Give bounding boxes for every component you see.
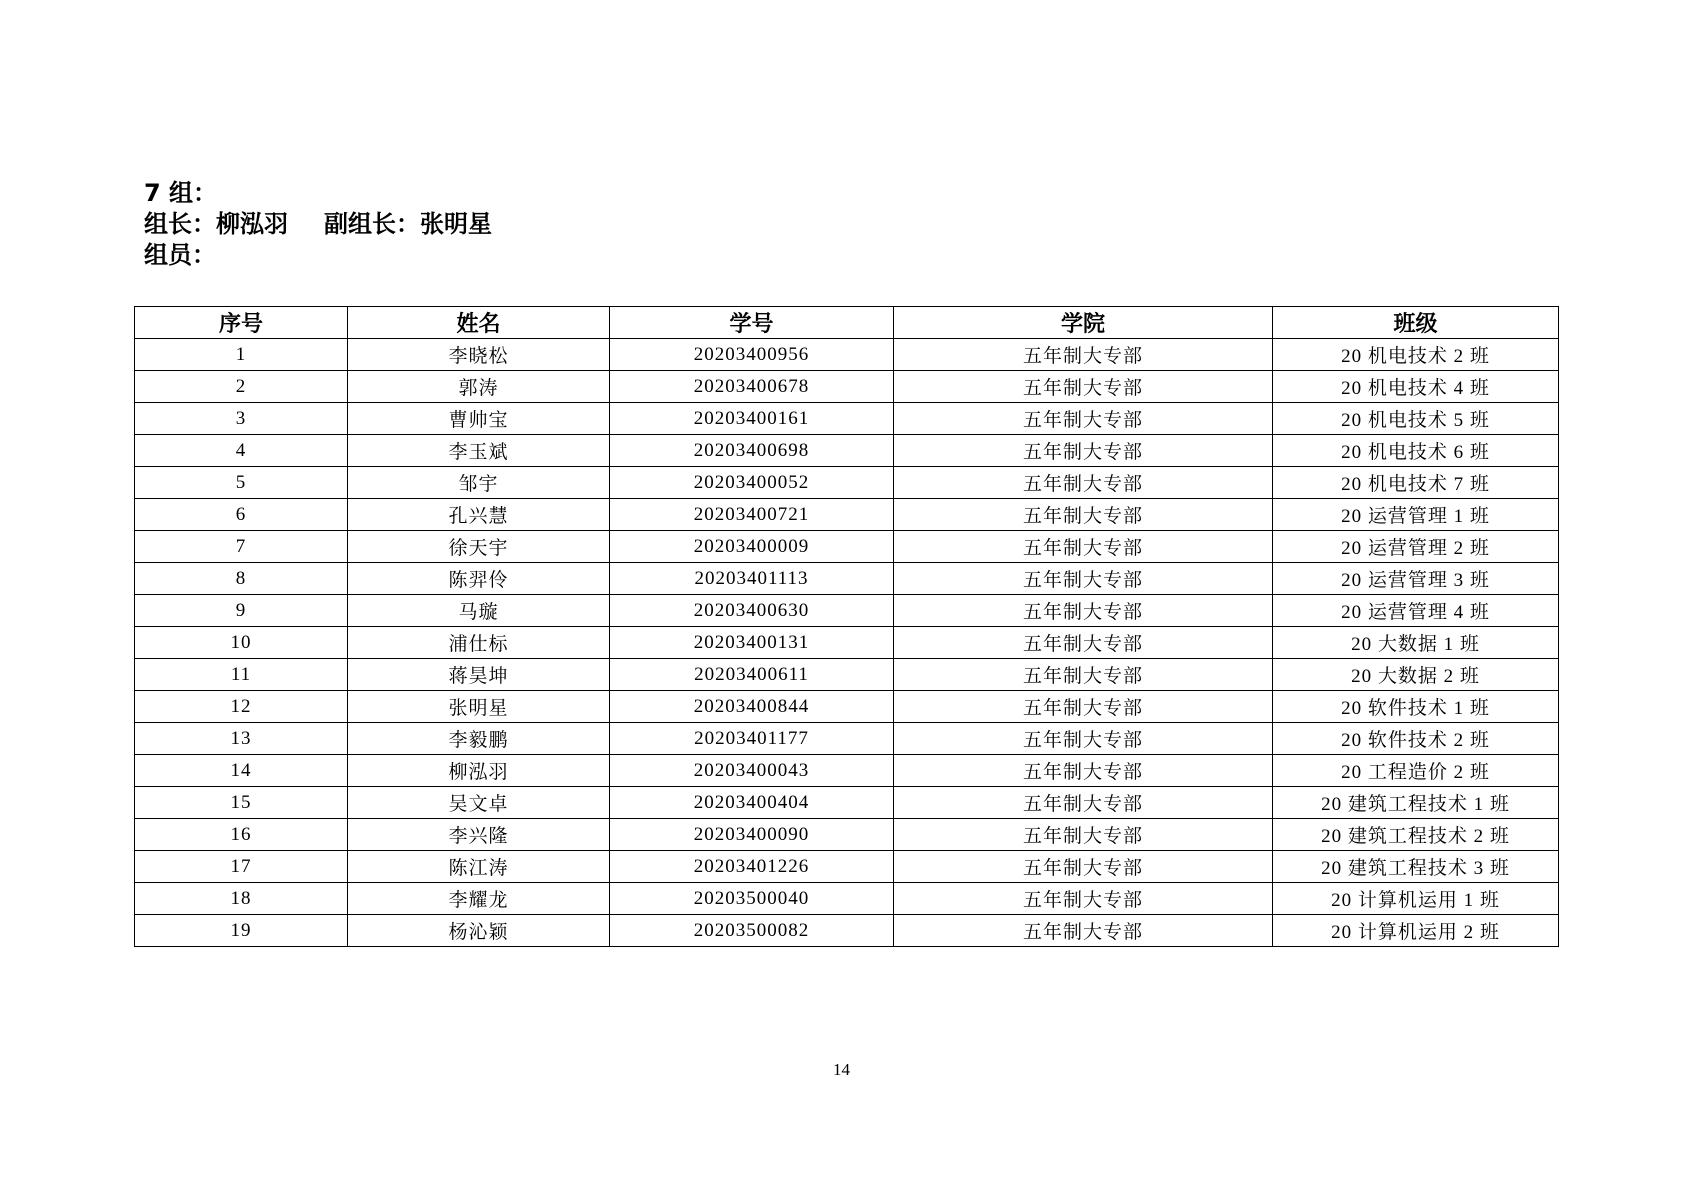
table-row xyxy=(135,531,1559,563)
cell-name: 徐天宇 xyxy=(348,531,610,563)
leader-name: 柳泓羽 xyxy=(216,210,288,238)
cell-college: 五年制大专部 xyxy=(894,787,1273,819)
table-row xyxy=(135,595,1559,627)
header-class: 班级 xyxy=(1273,307,1559,339)
cell-student-id: 20203400161 xyxy=(610,403,894,435)
cell-name: 曹帅宝 xyxy=(348,403,610,435)
deputy-label: 副组长： xyxy=(324,210,420,238)
cell-college: 五年制大专部 xyxy=(894,723,1273,755)
cell-student-id: 20203400721 xyxy=(610,499,894,531)
cell-college: 五年制大专部 xyxy=(894,595,1273,627)
cell-college: 五年制大专部 xyxy=(894,883,1273,915)
cell-student-id: 20203500082 xyxy=(610,915,894,947)
cell-student-id: 20203401113 xyxy=(610,563,894,595)
cell-name: 郭涛 xyxy=(348,371,610,403)
cell-class: 20 计算机运用 2 班 xyxy=(1273,915,1559,947)
leaders-line xyxy=(144,209,492,240)
cell-index: 2 xyxy=(135,371,348,403)
table-row xyxy=(135,787,1559,819)
table-row xyxy=(135,915,1559,947)
table-row xyxy=(135,435,1559,467)
header-index: 序号 xyxy=(135,307,348,339)
cell-student-id: 20203500040 xyxy=(610,883,894,915)
cell-class: 20 运营管理 4 班 xyxy=(1273,595,1559,627)
cell-college: 五年制大专部 xyxy=(894,915,1273,947)
table-row xyxy=(135,627,1559,659)
cell-class: 20 建筑工程技术 3 班 xyxy=(1273,851,1559,883)
cell-index: 12 xyxy=(135,691,348,723)
cell-name: 李玉斌 xyxy=(348,435,610,467)
cell-college: 五年制大专部 xyxy=(894,563,1273,595)
cell-class: 20 运营管理 2 班 xyxy=(1273,531,1559,563)
cell-college: 五年制大专部 xyxy=(894,403,1273,435)
table-row xyxy=(135,755,1559,787)
member-table xyxy=(134,306,1559,947)
cell-name: 蒋昊坤 xyxy=(348,659,610,691)
cell-index: 6 xyxy=(135,499,348,531)
cell-class: 20 软件技术 2 班 xyxy=(1273,723,1559,755)
cell-class: 20 大数据 1 班 xyxy=(1273,627,1559,659)
table-row xyxy=(135,467,1559,499)
cell-name: 柳泓羽 xyxy=(348,755,610,787)
cell-name: 浦仕标 xyxy=(348,627,610,659)
cell-college: 五年制大专部 xyxy=(894,691,1273,723)
cell-name: 邹宇 xyxy=(348,467,610,499)
table-row xyxy=(135,851,1559,883)
cell-class: 20 机电技术 6 班 xyxy=(1273,435,1559,467)
cell-student-id: 20203400009 xyxy=(610,531,894,563)
cell-class: 20 工程造价 2 班 xyxy=(1273,755,1559,787)
group-title: 7 组： xyxy=(144,179,218,207)
cell-college: 五年制大专部 xyxy=(894,339,1273,371)
cell-name: 李兴隆 xyxy=(348,819,610,851)
cell-student-id: 20203400611 xyxy=(610,659,894,691)
cell-index: 3 xyxy=(135,403,348,435)
cell-index: 10 xyxy=(135,627,348,659)
cell-student-id: 20203400844 xyxy=(610,691,894,723)
cell-index: 7 xyxy=(135,531,348,563)
cell-index: 14 xyxy=(135,755,348,787)
cell-index: 11 xyxy=(135,659,348,691)
header-college: 学院 xyxy=(894,307,1273,339)
cell-class: 20 运营管理 3 班 xyxy=(1273,563,1559,595)
cell-class: 20 软件技术 1 班 xyxy=(1273,691,1559,723)
cell-name: 李晓松 xyxy=(348,339,610,371)
cell-student-id: 20203400043 xyxy=(610,755,894,787)
table-row xyxy=(135,403,1559,435)
page-number: 14 xyxy=(833,1060,850,1079)
table-row xyxy=(135,563,1559,595)
cell-name: 张明星 xyxy=(348,691,610,723)
cell-student-id: 20203400678 xyxy=(610,371,894,403)
cell-index: 19 xyxy=(135,915,348,947)
cell-index: 16 xyxy=(135,819,348,851)
cell-college: 五年制大专部 xyxy=(894,371,1273,403)
cell-college: 五年制大专部 xyxy=(894,435,1273,467)
members-label: 组员： xyxy=(144,241,216,269)
cell-college: 五年制大专部 xyxy=(894,755,1273,787)
cell-index: 13 xyxy=(135,723,348,755)
deputy-name: 张明星 xyxy=(420,210,492,238)
table-row xyxy=(135,659,1559,691)
cell-class: 20 大数据 2 班 xyxy=(1273,659,1559,691)
cell-name: 马璇 xyxy=(348,595,610,627)
table-row xyxy=(135,691,1559,723)
cell-index: 17 xyxy=(135,851,348,883)
table-row xyxy=(135,723,1559,755)
cell-class: 20 机电技术 4 班 xyxy=(1273,371,1559,403)
cell-class: 20 机电技术 5 班 xyxy=(1273,403,1559,435)
table-header-row xyxy=(135,307,1559,339)
table-row xyxy=(135,499,1559,531)
cell-class: 20 机电技术 7 班 xyxy=(1273,467,1559,499)
cell-name: 孔兴慧 xyxy=(348,499,610,531)
cell-college: 五年制大专部 xyxy=(894,819,1273,851)
header-name: 姓名 xyxy=(348,307,610,339)
cell-class: 20 机电技术 2 班 xyxy=(1273,339,1559,371)
cell-name: 杨沁颖 xyxy=(348,915,610,947)
cell-class: 20 运营管理 1 班 xyxy=(1273,499,1559,531)
cell-college: 五年制大专部 xyxy=(894,531,1273,563)
table-row xyxy=(135,339,1559,371)
group-header xyxy=(144,178,492,271)
cell-name: 陈羿伶 xyxy=(348,563,610,595)
cell-name: 李毅鹏 xyxy=(348,723,610,755)
table-row xyxy=(135,371,1559,403)
cell-name: 陈江涛 xyxy=(348,851,610,883)
cell-college: 五年制大专部 xyxy=(894,851,1273,883)
cell-index: 15 xyxy=(135,787,348,819)
cell-student-id: 20203400698 xyxy=(610,435,894,467)
cell-student-id: 20203401226 xyxy=(610,851,894,883)
cell-college: 五年制大专部 xyxy=(894,659,1273,691)
cell-student-id: 20203400956 xyxy=(610,339,894,371)
cell-college: 五年制大专部 xyxy=(894,467,1273,499)
cell-student-id: 20203400404 xyxy=(610,787,894,819)
table-row xyxy=(135,883,1559,915)
cell-student-id: 20203400131 xyxy=(610,627,894,659)
leader-label: 组长： xyxy=(144,210,216,238)
cell-class: 20 建筑工程技术 1 班 xyxy=(1273,787,1559,819)
cell-student-id: 20203400052 xyxy=(610,467,894,499)
cell-index: 4 xyxy=(135,435,348,467)
cell-college: 五年制大专部 xyxy=(894,499,1273,531)
table-body xyxy=(135,339,1559,947)
cell-index: 9 xyxy=(135,595,348,627)
table-row xyxy=(135,819,1559,851)
cell-class: 20 建筑工程技术 2 班 xyxy=(1273,819,1559,851)
cell-class: 20 计算机运用 1 班 xyxy=(1273,883,1559,915)
cell-index: 5 xyxy=(135,467,348,499)
cell-student-id: 20203401177 xyxy=(610,723,894,755)
cell-student-id: 20203400090 xyxy=(610,819,894,851)
cell-index: 8 xyxy=(135,563,348,595)
cell-name: 李耀龙 xyxy=(348,883,610,915)
header-student-id: 学号 xyxy=(610,307,894,339)
cell-name: 吴文卓 xyxy=(348,787,610,819)
cell-college: 五年制大专部 xyxy=(894,627,1273,659)
cell-index: 1 xyxy=(135,339,348,371)
cell-student-id: 20203400630 xyxy=(610,595,894,627)
cell-index: 18 xyxy=(135,883,348,915)
